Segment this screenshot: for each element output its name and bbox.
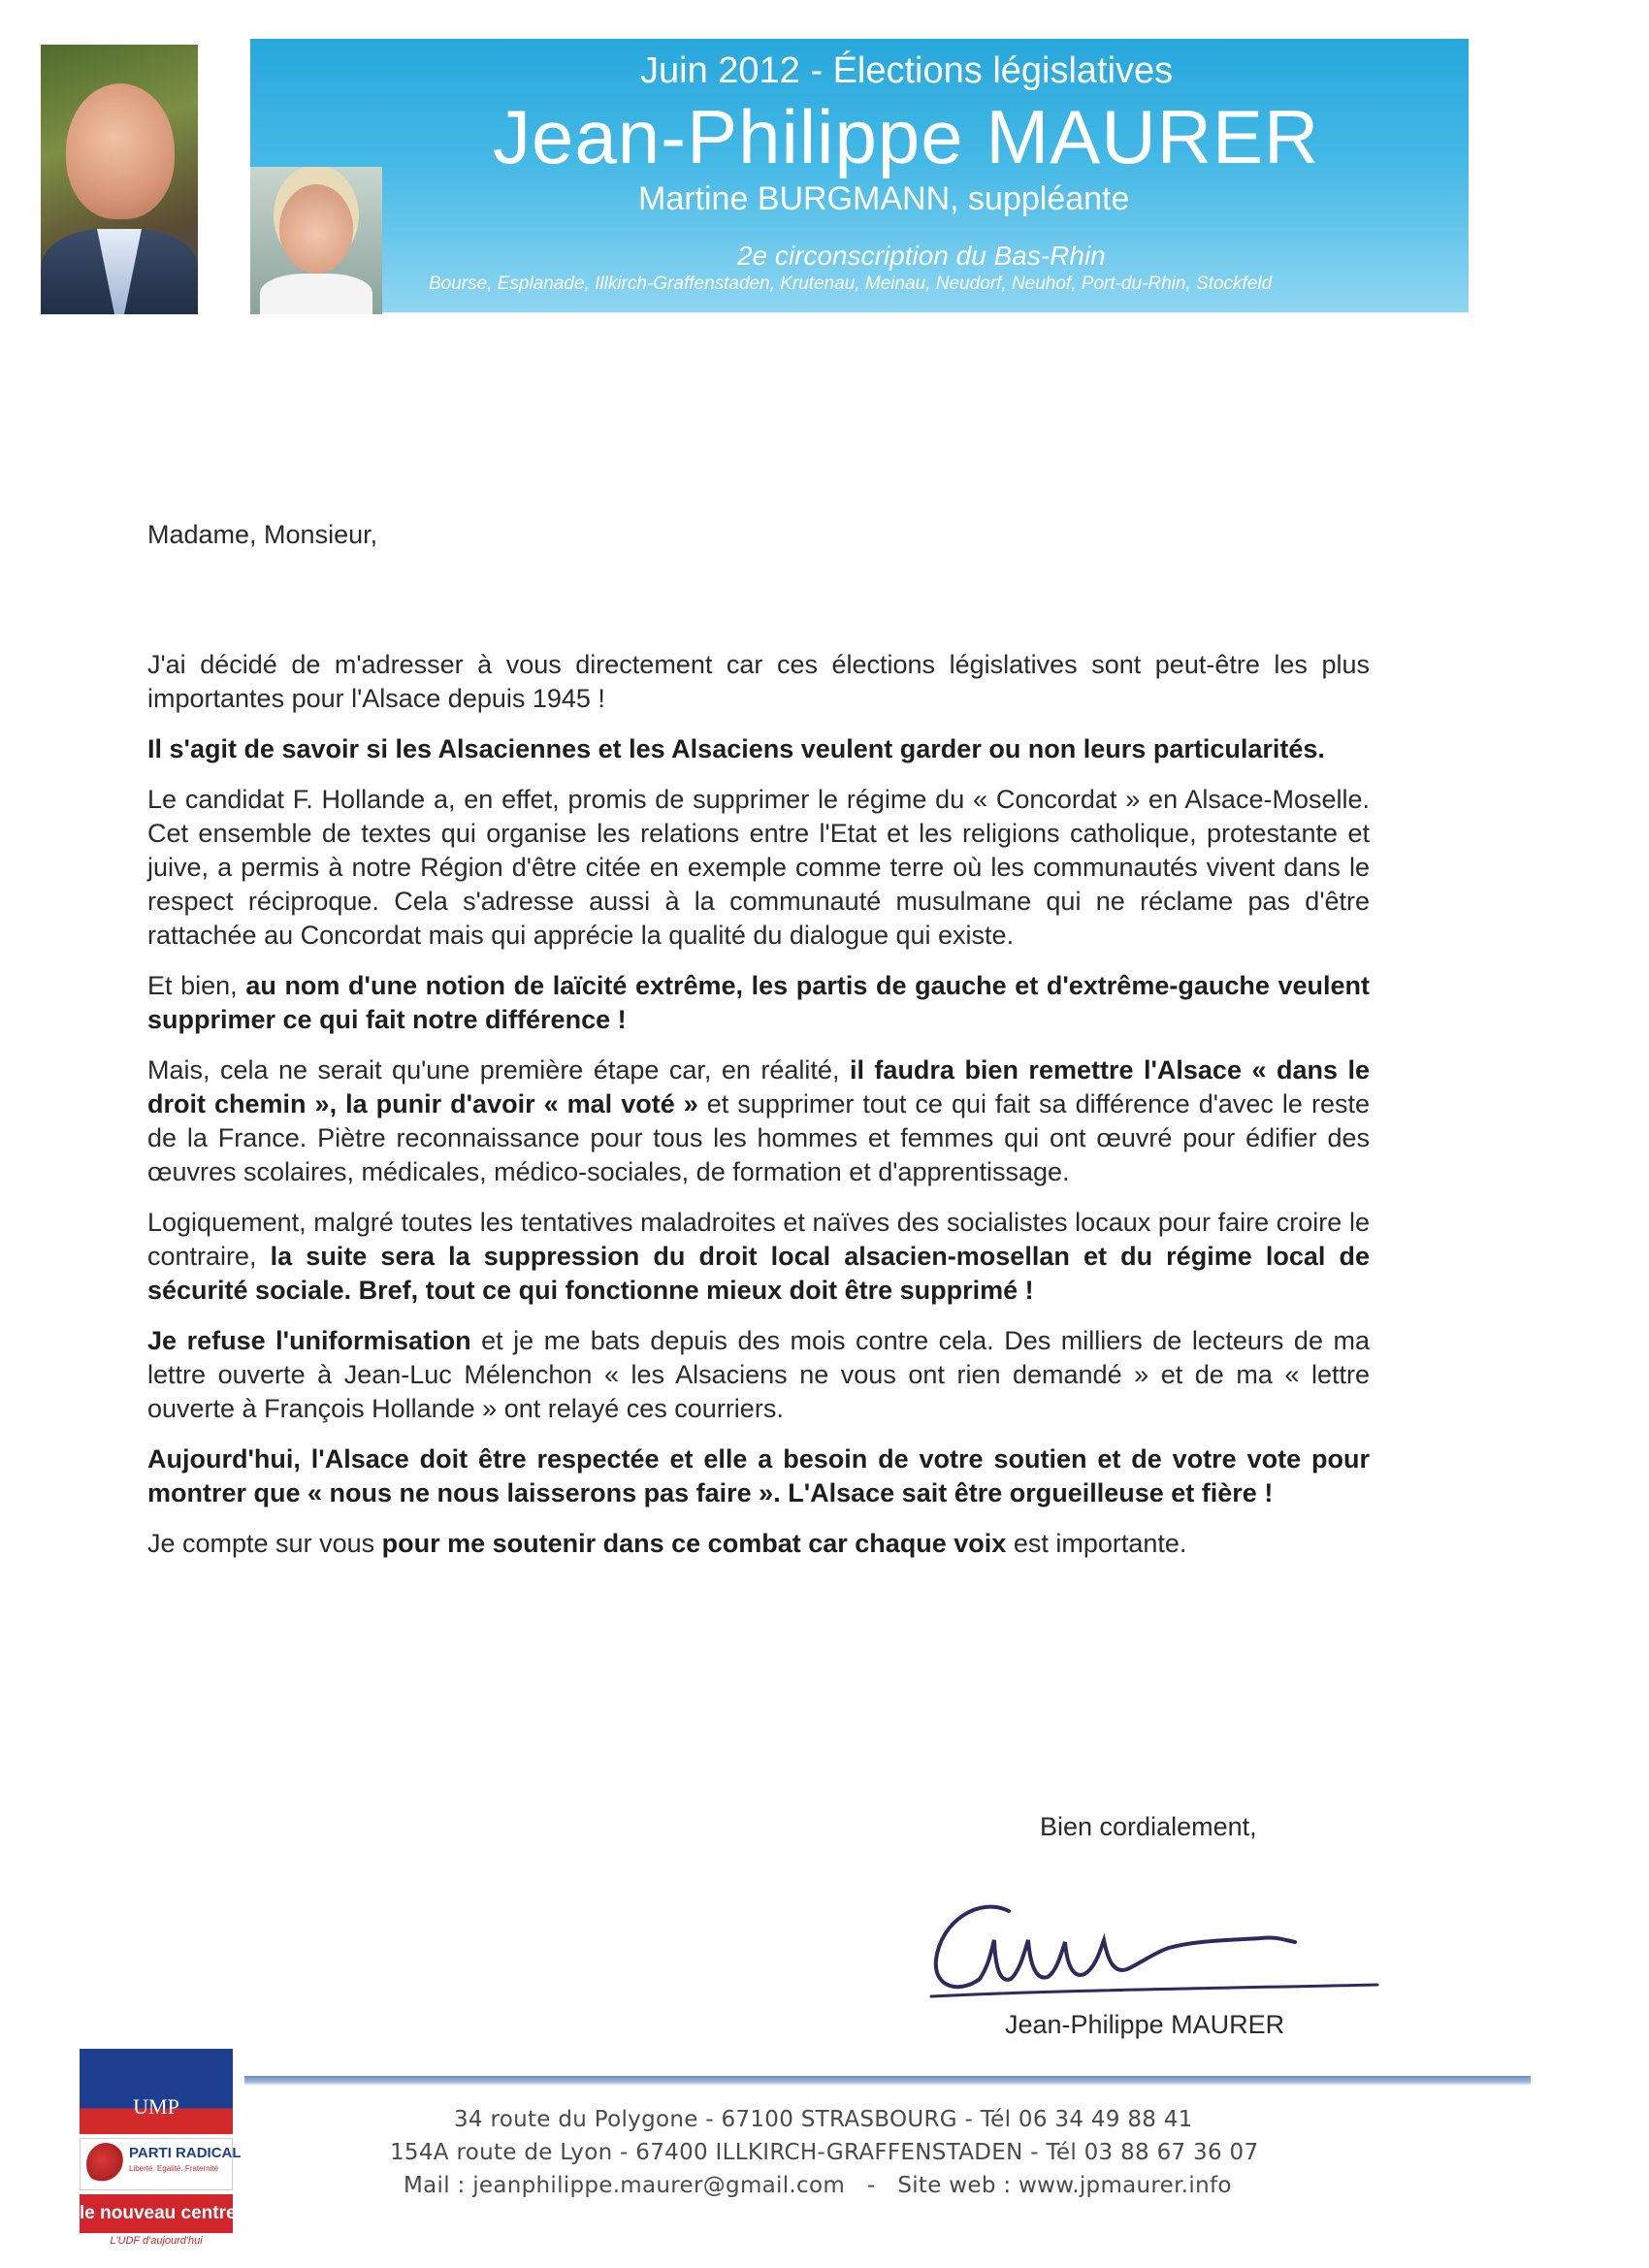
paragraph-3: Le candidat F. Hollande a, en effet, promis de supprimer le régime du « Concordat » en Alsace-Moselle. Cet ensemble de textes qui organise les relations entre l'Etat et les religions catholique, protestante et juive, a permis à notre Région d'être citée en exemple comme terre où les communautés vivent dans le respect réciproque. Cela s'adresse aussi à la communauté musulmane qui ne réclame pas d'être rattachée au Concordat mais qui apprécie la qualité du dialogue qui existe. <box>147 785 1370 950</box>
closing: Bien cordialement, <box>1040 1812 1257 1841</box>
substitute-face <box>279 184 353 274</box>
paragraph-2 <box>147 732 1370 766</box>
address-strasbourg: 34 route du Polygone - 67100 STRASBOURG - Tél 06 34 49 88 41 <box>454 2107 1193 2132</box>
paragraph-5-bold: il faudra bien remettre l'Alsace « dans le droit chemin », la punir d'avoir « mal voté » <box>147 1055 1370 1118</box>
signature-stroke <box>936 1907 1295 1988</box>
election-date-title: Juin 2012 - Élections législatives <box>640 50 1174 91</box>
paragraph-4-bold: au nom d'une notion de laïcité extrême, les partis de gauche et d'extrême-gauche veulent supprimer ce qui fait notre différence ! <box>147 971 1371 1034</box>
address-illkirch: 154A route de Lyon - 67400 ILLKIRCH-GRAFFENSTADEN - Tél 03 88 67 36 07 <box>390 2140 1259 2165</box>
substitute-body <box>260 274 372 314</box>
paragraph-7 <box>147 1324 1370 1426</box>
paragraph-6-bold: la suite sera la suppression du droit local alsacien-mosellan et du régime local de sécurité sociale. Bref, tout ce qui fonctionne mieux doit être supprimé ! <box>147 1242 1370 1305</box>
paragraph-2-bold: Il s'agit de savoir si les Alsaciennes et les Alsaciens veulent garder ou non leurs particularités. <box>147 734 1325 763</box>
parti-radical-motto: Liberté. Egalité. Fraternité <box>129 2164 219 2173</box>
ump-logo: UMP <box>80 2049 233 2134</box>
handwritten-signature <box>902 1843 1387 2008</box>
letter-body <box>147 648 1370 1577</box>
paragraph-5-rest: et supprimer tout ce qui fait sa différence d'avec le reste de la France. Piètre reconnaissance pour tous les hommes et femmes qui ont œuvré pour édifier des œuvres scolaires, médicales, médico-sociales, de formation et d'apprentissage. <box>147 1089 1370 1186</box>
parti-radical-label: PARTI RADICAL <box>129 2145 242 2161</box>
marianne-icon <box>86 2143 125 2186</box>
nouveau-centre-tagline: L'UDF d'aujourd'hui <box>110 2235 203 2247</box>
salutation: Madame, Monsieur, <box>147 520 378 549</box>
footer-divider <box>244 2076 1531 2086</box>
paragraph-7-bold: Je refuse l'uniformisation <box>147 1326 471 1355</box>
paragraph-8 <box>147 1442 1370 1510</box>
paragraph-9-rest: est importante. <box>1006 1529 1187 1558</box>
substitute-photo <box>250 167 382 314</box>
paragraph-1: J'ai décidé de m'adresser à vous directement car ces élections législatives sont peut-être les plus importantes pour l'Alsace depuis 1945 ! <box>147 650 1370 713</box>
constituency-areas: Bourse, Esplanade, Illkirch-Graffenstaden, Krutenau, Meinau, Neudorf, Neuhof, Port-du-Rhin, Stockfeld <box>429 274 1273 294</box>
paragraph-6-lead: Logiquement, malgré toutes les tentatives maladroites et naïves des socialistes locaux pour faire croire le contraire, <box>147 1208 1370 1271</box>
candidate-face <box>66 83 175 219</box>
party-logos <box>80 2049 242 2254</box>
paragraph-6 <box>147 1206 1370 1308</box>
paragraph-5-lead: Mais, cela ne serait qu'une première étape car, en réalité, <box>147 1055 850 1085</box>
paragraph-4-lead: Et bien, <box>147 971 246 1000</box>
paragraph-7-rest: et je me bats depuis des mois contre cela. Des milliers de lecteurs de ma lettre ouverte à Jean-Luc Mélenchon « les Alsaciens ne vous ont rien demandé » et de ma « lettre ouverte à François Hollande » ont relayé ces courriers. <box>147 1326 1371 1423</box>
signature-underline <box>931 1985 1377 1996</box>
candidate-photo <box>41 45 198 314</box>
nouveau-centre-logo: le nouveau centre <box>80 2194 233 2233</box>
candidate-name: Jean-Philippe MAURER <box>493 94 1320 179</box>
paragraph-5 <box>147 1053 1370 1189</box>
paragraph-4 <box>147 969 1370 1037</box>
constituency: 2e circonscription du Bas-Rhin <box>737 241 1106 271</box>
contact-line: Mail : jeanphilippe.maurer@gmail.com - Site web : www.jpmaurer.info <box>404 2173 1232 2198</box>
paragraph-9-lead: Je compte sur vous <box>147 1529 382 1558</box>
signer-name: Jean-Philippe MAURER <box>1005 2010 1285 2039</box>
paragraph-9 <box>147 1527 1370 1561</box>
substitute-name: Martine BURGMANN, suppléante <box>638 180 1130 217</box>
paragraph-8-bold: Aujourd'hui, l'Alsace doit être respectée et elle a besoin de votre soutien et de votre vote pour montrer que « nous ne nous laisserons pas faire ». L'Alsace sait être orgueilleuse et fière ! <box>147 1444 1370 1507</box>
paragraph-9-bold: pour me soutenir dans ce combat car chaque voix <box>381 1529 1007 1558</box>
parti-radical-logo <box>80 2138 242 2190</box>
